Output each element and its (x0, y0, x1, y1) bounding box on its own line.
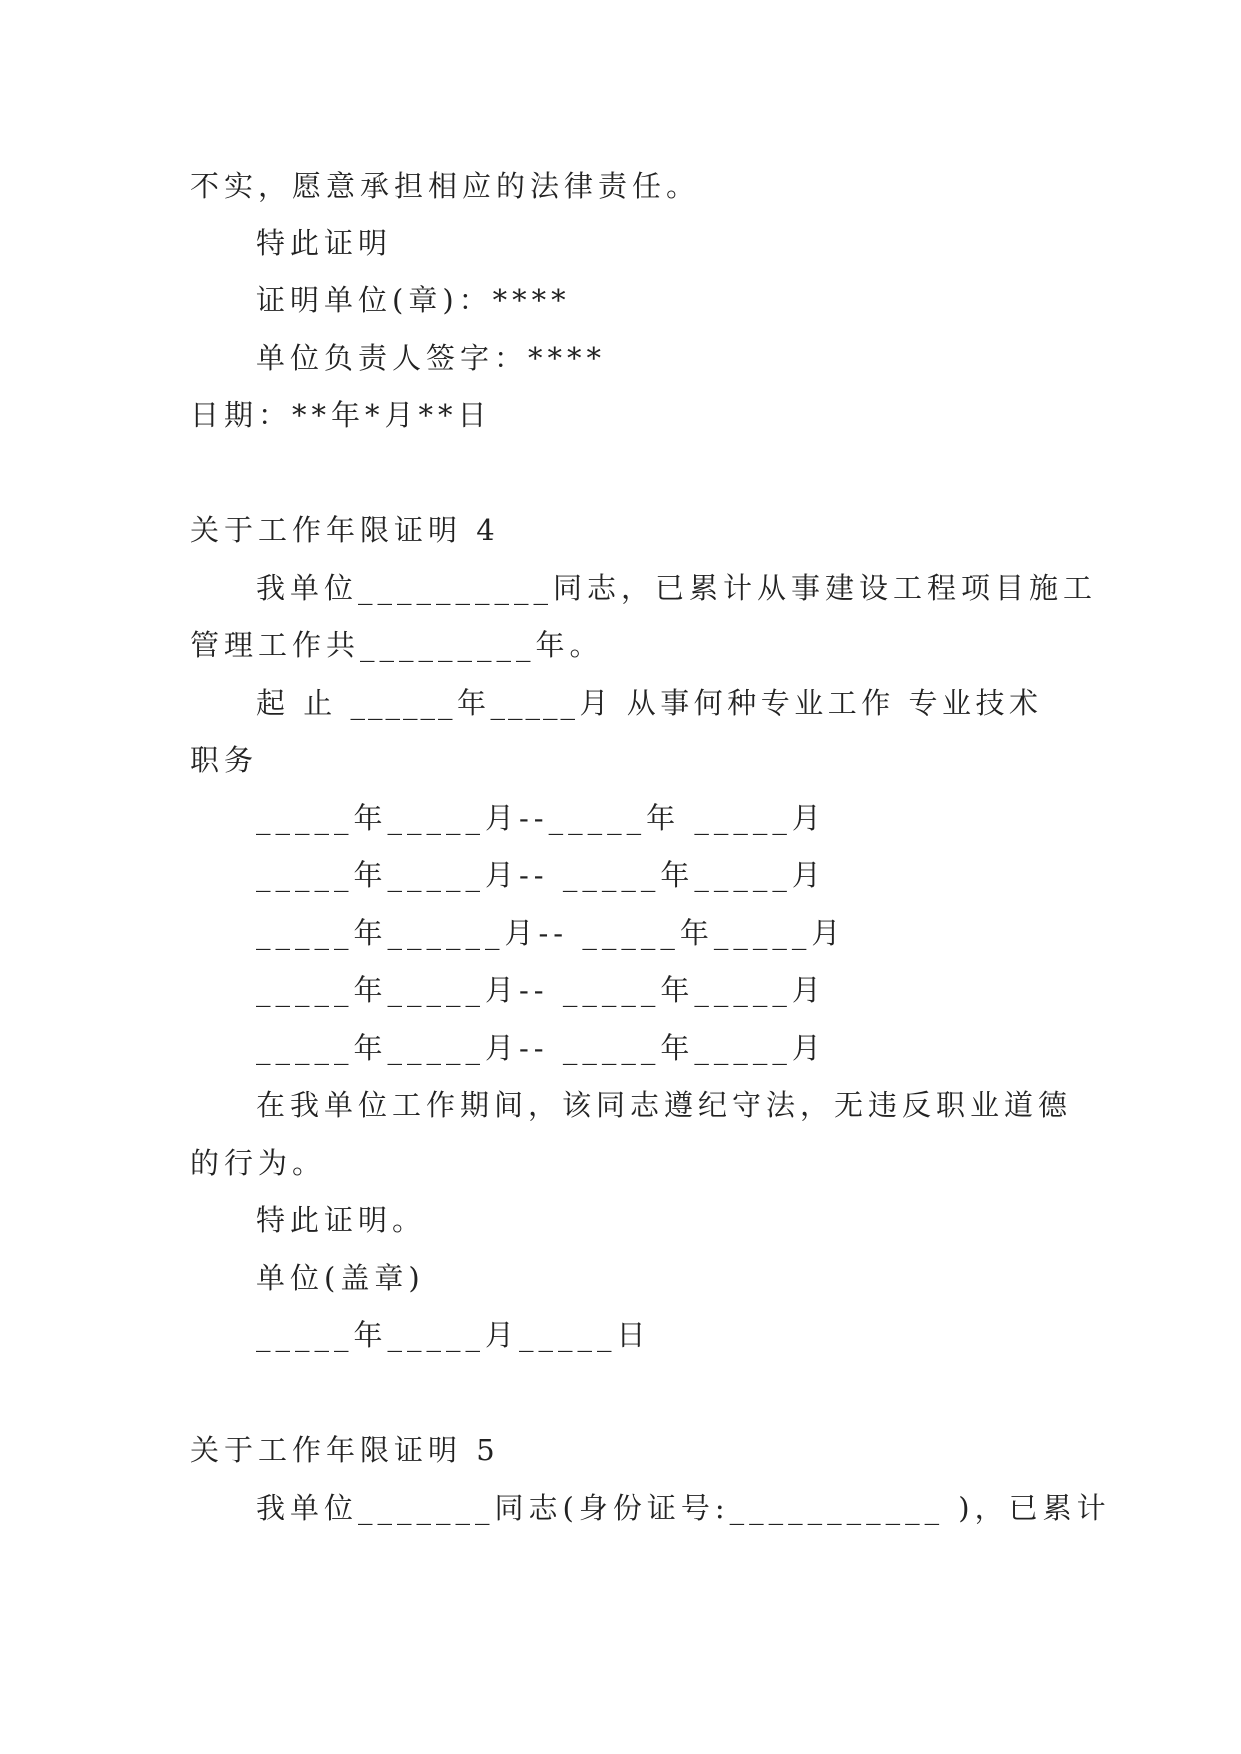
text-line: 单位(盖章) (256, 1261, 425, 1295)
text-line: 在我单位工作期间，该同志遵纪守法，无违反职业道德 (256, 1088, 1073, 1122)
date-line: _____年_____月_____日 (256, 1318, 651, 1352)
text-line: 管理工作共_________年。 (190, 628, 604, 662)
text-line: 日期：**年*月**日 (190, 398, 492, 432)
text-line: 证明单位(章)：**** (256, 283, 571, 317)
text-line: 我单位__________同志，已累计从事建设工程项目施工 (256, 571, 1098, 605)
text-line: 特此证明 (256, 226, 393, 260)
text-line: 的行为。 (190, 1146, 327, 1180)
text-line: 特此证明。 (256, 1203, 427, 1237)
date-range-line: _____年_____月-- _____年_____月 (256, 858, 826, 892)
text-line: 我单位_______同志(身份证号:___________ )，已累计 (256, 1491, 1111, 1525)
date-range-line: _____年_____月-- _____年_____月 (256, 1031, 826, 1065)
section-heading: 关于工作年限证明 5 (190, 1433, 500, 1467)
date-range-line: _____年_____月--_____年 _____月 (256, 801, 826, 835)
text-line: 不实，愿意承担相应的法律责任。 (190, 169, 701, 203)
text-line: 单位负责人签字：**** (256, 341, 607, 375)
text-line: 职务 (190, 743, 259, 777)
date-range-line: _____年_____月-- _____年_____月 (256, 973, 826, 1007)
section-heading: 关于工作年限证明 4 (190, 513, 500, 547)
date-range-line: _____年______月-- _____年_____月 (256, 916, 846, 950)
text-line: 起 止 ______年_____月 从事何种专业工作 专业技术 (256, 686, 1041, 720)
